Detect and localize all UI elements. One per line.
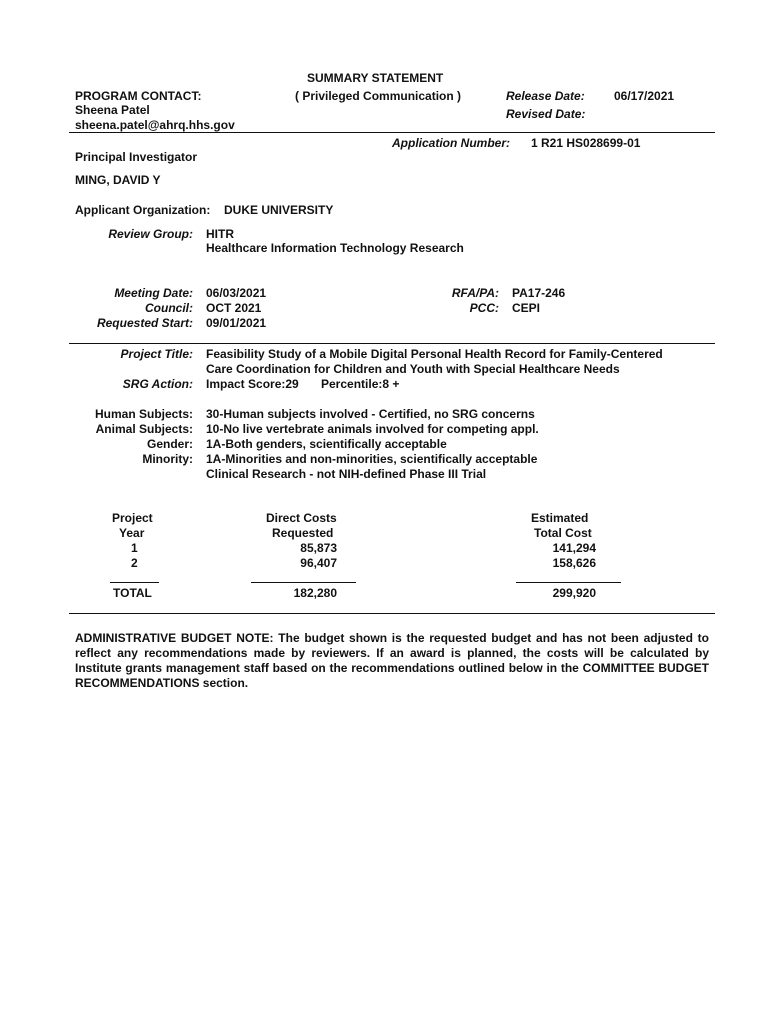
pi-label: Principal Investigator	[75, 150, 198, 164]
table-row-year: 1	[131, 541, 138, 555]
col-direct-header-2: Requested	[272, 526, 334, 540]
clinical-research: Clinical Research - not NIH-defined Phase III Trial	[206, 467, 487, 481]
meeting-date-label: Meeting Date:	[114, 286, 193, 300]
minority-value: 1A-Minorities and non-minorities, scientifically acceptable	[206, 452, 538, 466]
review-group-code: HITR	[206, 227, 234, 241]
project-title-line2: Care Coordination for Children and Youth with Special Healthcare Needs	[206, 362, 620, 376]
revised-date-label: Revised Date:	[506, 107, 586, 121]
section-divider	[69, 343, 715, 344]
pcc-value: CEPI	[512, 301, 541, 315]
impact-score: Impact Score:29	[206, 377, 299, 391]
council-value: OCT 2021	[206, 301, 262, 315]
requested-start: 09/01/2021	[206, 316, 267, 330]
human-subjects: 30-Human subjects involved - Certified, no SRG concerns	[206, 407, 535, 421]
document-title: SUMMARY STATEMENT	[307, 71, 444, 85]
gender-label: Gender:	[146, 437, 193, 451]
document-subtitle: ( Privileged Communication )	[295, 89, 462, 103]
review-group-label: Review Group:	[108, 227, 193, 241]
contact-name: Sheena Patel	[75, 103, 150, 117]
animal-subjects: 10-No live vertebrate animals involved for competing appl.	[206, 422, 539, 436]
srg-action-label: SRG Action:	[122, 377, 193, 391]
administrative-budget-note: ADMINISTRATIVE BUDGET NOTE: The budget shown is the requested budget and has not been adjusted to reflect any recommendations made by reviewers. If an award is planned, the costs will be calculated by Institute grants management staff based on the recommendations outlined below in the COMMITTEE BUDGET RECOMMENDATIONS section.	[75, 631, 709, 690]
minority-label: Minority:	[142, 452, 193, 466]
table-row-year: 2	[131, 556, 138, 570]
total-underline	[516, 582, 621, 583]
col-total-header-2: Total Cost	[534, 526, 592, 540]
rfa-value: PA17-246	[512, 286, 566, 300]
total-estimated: 299,920	[552, 586, 596, 600]
table-row-direct: 85,873	[300, 541, 337, 555]
requested-start-label: Requested Start:	[96, 316, 193, 330]
council-label: Council:	[145, 301, 193, 315]
project-title-label: Project Title:	[120, 347, 193, 361]
col-direct-header-1: Direct Costs	[266, 511, 337, 525]
organization-value: DUKE UNIVERSITY	[224, 203, 334, 217]
budget-divider	[69, 613, 715, 614]
col-year-header-1: Project	[112, 511, 153, 525]
year-underline	[110, 582, 159, 583]
organization-label: Applicant Organization:	[75, 203, 211, 217]
rfa-label: RFA/PA:	[451, 286, 499, 300]
table-row-total: 158,626	[552, 556, 596, 570]
release-date: 06/17/2021	[614, 89, 675, 103]
animal-subjects-label: Animal Subjects:	[95, 422, 193, 436]
meeting-date: 06/03/2021	[206, 286, 267, 300]
total-direct: 182,280	[293, 586, 337, 600]
program-contact-label: PROGRAM CONTACT:	[75, 89, 202, 103]
release-date-label: Release Date:	[506, 89, 585, 103]
table-row-direct: 96,407	[300, 556, 337, 570]
direct-underline	[251, 582, 356, 583]
gender-value: 1A-Both genders, scientifically acceptable	[206, 437, 447, 451]
review-group-name: Healthcare Information Technology Research	[206, 241, 464, 255]
project-title-line1: Feasibility Study of a Mobile Digital Personal Health Record for Family-Centered	[206, 347, 663, 361]
contact-email[interactable]: sheena.patel@ahrq.hhs.gov	[75, 118, 235, 132]
pi-name: MING, DAVID Y	[75, 173, 161, 187]
total-label: TOTAL	[113, 586, 152, 600]
header-divider	[69, 132, 715, 133]
col-total-header-1: Estimated	[531, 511, 589, 525]
human-subjects-label: Human Subjects:	[94, 407, 193, 421]
application-number: 1 R21 HS028699-01	[531, 136, 641, 150]
pcc-label: PCC:	[469, 301, 499, 315]
table-row-total: 141,294	[552, 541, 596, 555]
application-number-label: Application Number:	[392, 136, 511, 150]
percentile: Percentile:8 +	[321, 377, 400, 391]
col-year-header-2: Year	[119, 526, 145, 540]
